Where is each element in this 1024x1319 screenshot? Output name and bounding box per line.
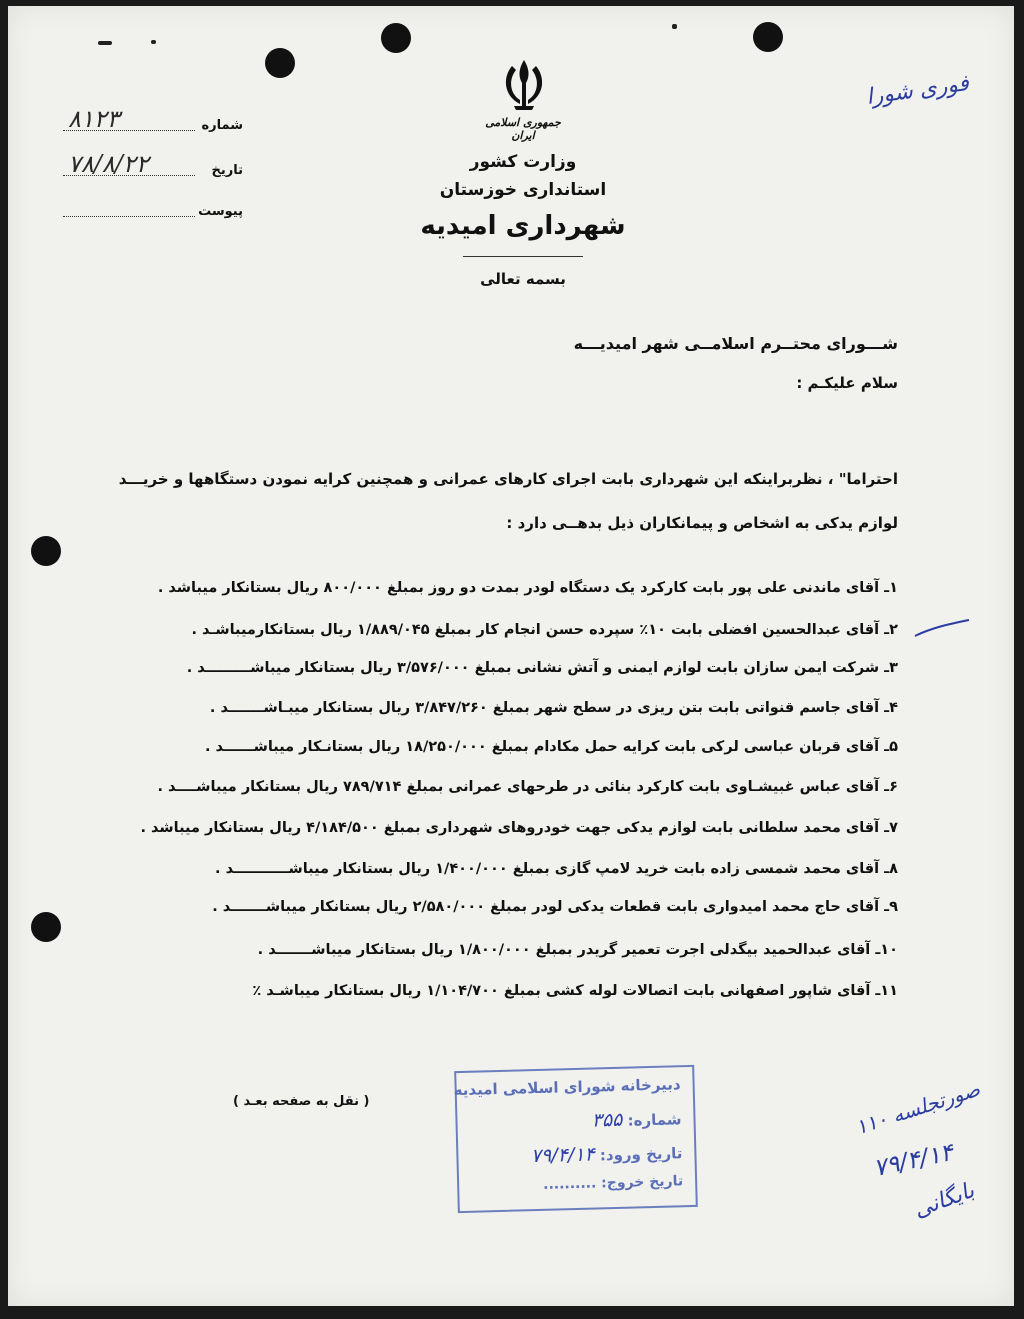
handwritten-archive-note: بایگانی [910, 1178, 978, 1223]
creditor-item: ۱ـ آقای ماندنی علی پور بابت کارکرد یک دستگاه لودر بمدت دو روز بمبلغ ۸۰۰/۰۰۰ ریال بستانکار میباشد . [157, 580, 898, 596]
punch-hole [31, 536, 61, 566]
stamp-entry-row [531, 1141, 683, 1167]
letter-page [8, 6, 1014, 1306]
province-heading: استانداری خوزستان [439, 180, 607, 200]
emblem-icon [498, 56, 550, 114]
stamp-title: دبیرخانه شورای اسلامی امیدیه [453, 1075, 681, 1100]
municipality-heading: شهرداری امیدیه [420, 211, 626, 241]
attachment-field [63, 204, 243, 219]
number-field [63, 105, 243, 133]
intro-paragraph-line: لوازم یدکی به اشخاص و پیمانکاران ذیل بدهــی دارد : [506, 514, 898, 532]
punch-hole [381, 23, 411, 53]
stamp-exit-label: تاریخ خروج: [600, 1173, 684, 1192]
creditor-item: ۳ـ شرکت ایمن سازان بابت لوازم ایمنی و آتش نشانی بمبلغ ۳/۵۷۶/۰۰۰ ریال بستانکار میباشـــــــــد . [186, 660, 898, 676]
creditor-item: ۹ـ آقای حاج محمد امیدواری بابت قطعات یدکی لودر بمبلغ ۲/۵۸۰/۰۰۰ ریال بستانکار میباشـــــــد . [212, 899, 898, 915]
number-value: ۸۱۲۳ [68, 105, 120, 133]
stamp-entry-value: ۷۹/۴/۱۴ [530, 1143, 595, 1168]
attachment-dotted-line [63, 216, 195, 217]
margin-pen-mark [913, 618, 971, 638]
stamp-number-row [591, 1107, 681, 1131]
stamp-number-value: ۳۵۵ [591, 1108, 623, 1132]
greeting: سلام علیکـم : [796, 374, 898, 392]
stamp-number-label: شماره: [627, 1110, 682, 1130]
creditor-item: ۷ـ آقای محمد سلطانی بابت لوازم یدکی جهت خودروهای شهرداری بمبلغ ۴/۱۸۴/۵۰۰ ریال بستانکار میباشد . [140, 820, 898, 836]
bismillah-heading: بسمه تعالی [480, 270, 566, 288]
speck [672, 24, 677, 29]
punch-hole [31, 912, 61, 942]
intro-paragraph-line: احتراما" ، نظربراینکه این شهرداری بابت اجرای کارهای عمرانی و همچنین کرایه نمودن دستگاهها و خریـــد [118, 470, 898, 488]
date-value: ۷۸/۸/۲۲ [68, 150, 149, 178]
date-field [63, 150, 243, 178]
creditor-item: ۲ـ آقای عبدالحسین افضلی بابت ۱۰٪ سپرده حسن انجام کار بمبلغ ۱/۸۸۹/۰۴۵ ریال بستانکارمیباشـد . [191, 622, 898, 638]
handwritten-corner-note: فوری شورا [864, 70, 971, 111]
punch-hole [753, 22, 783, 52]
salutation: شـــورای محتــرم اسلامــی شهر امیدیـــه [573, 334, 898, 353]
speck [98, 41, 112, 45]
emblem-caption: جمهوری اسلامی ایران [485, 116, 561, 142]
ministry-heading: وزارت کشور [469, 152, 577, 172]
creditor-item: ۴ـ آقای جاسم قنواتی بابت بتن ریزی در سطح شهر بمبلغ ۳/۸۴۷/۲۶۰ ریال بستانکار میبـاشـــــــد . [209, 700, 898, 716]
stamp-entry-label: تاریخ ورود: [599, 1144, 683, 1165]
creditor-item: ۸ـ آقای محمد شمسی زاده بابت خرید لامپ گازی بمبلغ ۱/۴۰۰/۰۰۰ ریال بستانکار میباشـــــــــــد . [215, 861, 898, 877]
creditor-item: ۶ـ آقای عباس غبیشـاوی بابت کارکرد بنائی در طرحهای عمرانی بمبلغ ۷۸۹/۷۱۴ ریال بستانکار میباشــــد . [157, 779, 898, 795]
continuation-note: ( نقل به صفحه بعـد ) [233, 1094, 370, 1109]
secretariat-stamp [454, 1065, 698, 1213]
speck [151, 40, 156, 44]
stamp-exit-dots: .......... [542, 1175, 597, 1193]
punch-hole [265, 48, 295, 78]
stamp-exit-row [543, 1173, 683, 1193]
handwritten-date-note: ۷۹/۴/۱۴ [870, 1137, 956, 1183]
number-label: شماره [201, 118, 243, 133]
attachment-label: پیوست [198, 204, 243, 219]
creditor-item: ۱۱ـ آقای شاپور اصفهانی بابت اتصالات لوله کشی بمبلغ ۱/۱۰۴/۷۰۰ ریال بستانکار میباشـد ٪ [252, 983, 898, 999]
creditor-item: ۱۰ـ آقای عبدالحمید بیگدلی اجرت تعمیر گریدر بمبلغ ۱/۸۰۰/۰۰۰ ریال بستانکار میباشـــــــد . [257, 942, 898, 958]
header-divider [463, 256, 583, 257]
date-label: تاریخ [211, 163, 243, 178]
creditor-item: ۵ـ آقای قربان عباسی لرکی بابت کرایه حمل مکادام بمبلغ ۱۸/۲۵۰/۰۰۰ ریال بستانـکار میباشــــــد . [204, 739, 898, 755]
handwritten-session-note: صورتجلسه ۱۱۰ [852, 1076, 983, 1140]
